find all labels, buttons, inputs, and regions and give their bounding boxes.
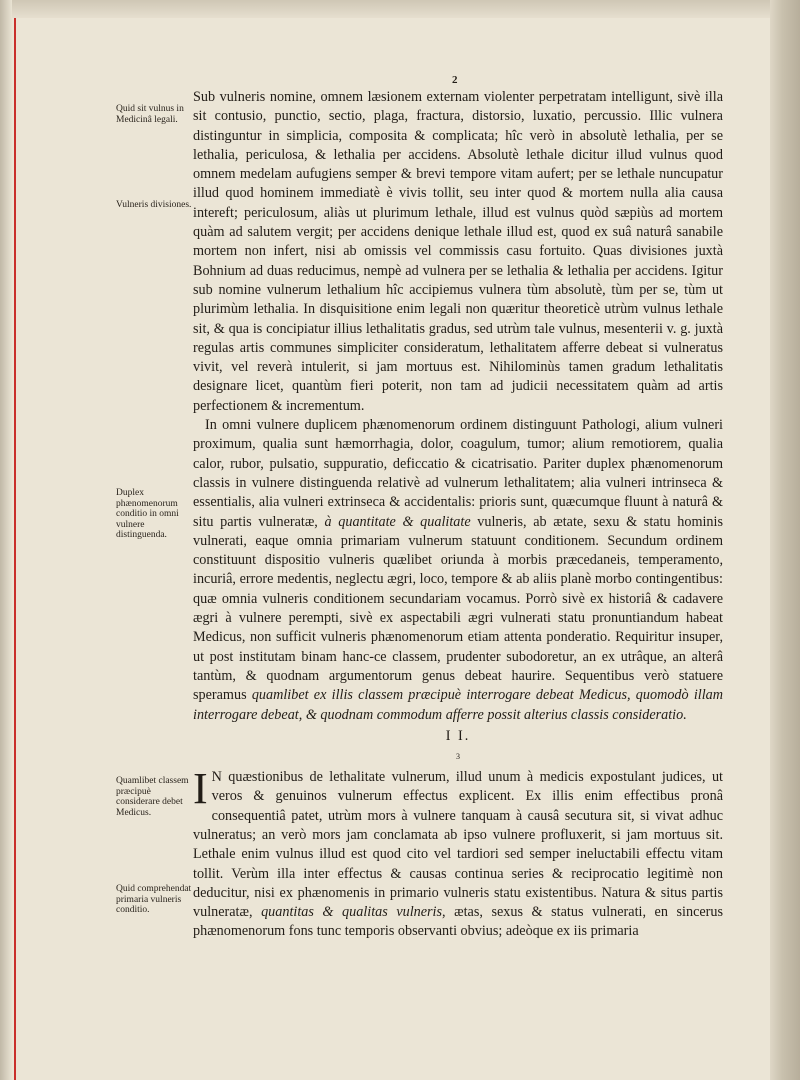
body-text [193,88,723,942]
paragraph-quaestionibus-text-b: , ætas, sexus & status vulnerati, en sincerus phænomenorum fons tunc temporis observanti obvius; adeòque ex iis primaria [193,904,723,940]
section-small-mark: 3 [456,752,460,762]
margin-note-divisions: Vulneris divisiones. [116,200,192,210]
section-heading: I I. [445,727,471,744]
paragraph-vulnus: Sub vulneris nomine, omnem læsionem externam violenter perpetratam intelligunt, sivè illa sit contusio, punctio, sectio, plaga, fractura, distorsio, luxatio, percussio. Illic vulnera distinguntur in simplicia, composita & complicata; hîc verò in absolutè lethalia, per se lethalia, periculosa, & lethalia per accidens. Absolutè lethale dicitur illud vulnus quod omnem medelam aufugiens semper & brevi tempore vitam aufert; per se lethale nuncupatur illud quod hominem immediatè è vivis tollit, seu inter quod & mortem nulla alia causa intereft; periculosum, aliàs ut plurimum lethale, illud est vulnus quòd sæpiùs ad mortem quàm ad salutem vergit; per accidens denique lethale illud est, quod ex suâ naturâ sanabile mortem non infert, nisi ab omissis vel commissis casu fortuito. Quas divisiones juxtà Bohnium ad duas reducimus, nempè ad vulnera per se lethalia & lethalia per accidens. Igitur sub nomine vulnerum lethalium hîc accipiemus vulnera tùm absolutè, tùm per se, tùm ut plurimùm lethalia. In disquisitione enim legali non quæritur theoreticè utrùm vulnus lethale sit, & qua is concipiatur illius lethalitatis gradus, sed utrùm tale vulnus, mesenterii v. g. juxtà regulas artis communes simpliciter consideratum, lethalitatem afferre debeat si vulneratus vivit, vel reverà intulerit, si jam mortuus est. Nihilominùs tamen gradum lethalitatis designare licet, quantùm fieri poterit, non tam ad judicii necessitatem quàm ad artis perfectionem & incrementum. [193,89,723,414]
paragraph-duplex-italic-b: quamlibet ex illis classem præcipuè interrogare debeat Medicus, quomodò illam interrogare debeat, & quodnam commodum afferre possit alterius classis consideratio. [193,687,724,723]
paragraph-quaestionibus [193,764,723,942]
paragraph-duplex-text-b: vulneris, ab ætate, sexu & statu hominis vulnerati, eaque omnia primariam vulnerum statuunt conditionem. Secundum ordinem constituunt dispositio vulneris quælibet oriunda à morbis præcedaneis, temperamento, incuriâ, errore medentis, neglectu ægri, loco, tempore & ab aliis planè morbo contingentibus: quæ omnia vulneris conditionem secundariam vocamus. Porrò sivè ex historiâ & cadavere ægri à vulnere perempti, sivè ex aspectabili ægri vulnerati statu pronuntiandum habeat Medicus, non sufficit vulneris phænomenorum etiam attenta ponderatio. Requiritur insuper, ut post institutam binam hanc-ce classem, prudenter subodoretur, an ex utrâque, an alterâ tantùm, & quodnam argumentorum genus debeat haurire. Sequentibus verò statuere speramus [193,513,723,704]
margin-note-duplex: Duplex phænomenorum conditio in omni vulnere distinguenda. [116,488,179,540]
margin-note-primaria: Quid comprehendat primaria vulneris conditio. [116,884,192,915]
paragraph-quaestionibus-italic: quantitas & qualitas vulneris [261,904,443,921]
paragraph-duplex-text-a: In omni vulnere duplicem phænomenorum ordinem distinguunt Pathologi, alium vulneri proximum, qualia sunt hæmorrhagia, dolor, coagulum, tumor; alium remotiorem, qualia calor, rubor, pulsatio, suppuratio, deficcatio & cicatrisatio. Pariter duplex phænomenorum classis in vulnere distinguenda relativè ad vulnerum lethalitatem; alia vulneri intrinseca & essentialis, alia vulneri extrinseca & accidentalis: prioris sunt, quæcumque fluunt à naturâ & situ partis vulneratæ, [193,417,723,530]
page-number: 2 [452,74,458,86]
margin-note-quamlibet: Quamlibet classem præcipuè considerare debet Medicus. [116,776,189,818]
drop-capital: I [193,764,208,814]
paragraph-quaestionibus-text-a: N quæstionibus de lethalitate vulnerum, illud unum à medicis expostulant judices, ut veros & genuinos vulnerum effectus explicent. Ex illis enim effectibus pronâ consequentiâ patet, utrùm mors à vulnere tanquam à causâ secutura sit, si vivat adhuc vulneratus; an verò mors jam conclamata ab ipso vulnere profluxerit, si jam mortuus sit. Lethale enim vulnus illud est quod cito vel tardiori sed semper ineluctabili effectu vitam tollit. Verùm illa inter effectus & causas continua series & reciprocatio legitimè non deducitur, nisi ex phænomenis in primario vulneris statu existentibus. Natura & situs partis vulneratæ, [193,769,723,921]
margin-note-vulnus-definition: Quid sit vulnus in Medicinâ legali. [116,104,184,125]
paragraph-duplex-italic-a: à quantitate & qualitate [324,513,471,530]
paragraph-duplex [193,416,723,725]
